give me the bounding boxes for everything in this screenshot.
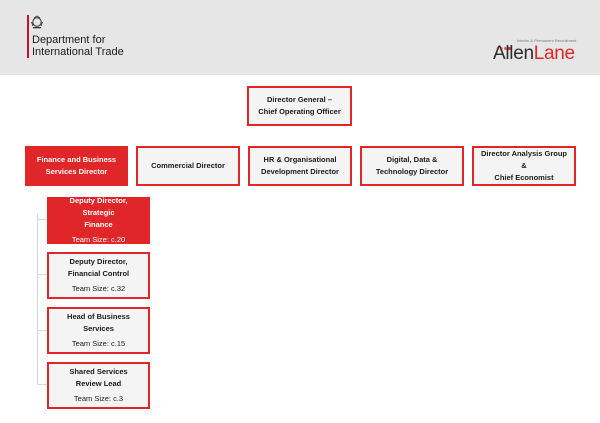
dit-logo-rule: [27, 15, 29, 58]
dit-logo-text: [32, 34, 124, 58]
page-header: [0, 0, 600, 75]
org-box-title-line1: Finance and Business: [36, 155, 117, 164]
connector-branch-4: [37, 384, 47, 385]
org-box-title-line1: Digital, Data &: [386, 155, 438, 164]
org-box-head-of-business-services: [47, 307, 150, 354]
org-box-title-line1: Director Analysis Group &: [481, 149, 567, 170]
org-box-title-line2: Development Director: [261, 167, 339, 176]
royal-crest-icon: [30, 15, 44, 29]
connector-branch-2: [37, 274, 47, 275]
allen-lane-tagline: Interim & Permanent Recruitment: [517, 38, 577, 43]
dit-name-line2: International Trade: [32, 46, 124, 58]
org-box-title-line2: Services Director: [45, 167, 108, 176]
org-box-title-line2: Technology Director: [375, 167, 449, 176]
org-box-commercial-director: [136, 146, 240, 186]
org-box-deputy-director-strategic-finance: [47, 197, 150, 244]
org-box-digital-data-technology-director: [360, 146, 464, 186]
connector-branch-1: [37, 219, 47, 220]
org-box-title-line1: Deputy Director,: [69, 257, 128, 266]
org-box-team-size: Team Size: c.20: [71, 235, 126, 244]
org-box-title-line1: Commercial Director: [151, 161, 225, 170]
org-box-title-line1: Head of Business: [67, 312, 130, 321]
org-box-title-line1: Director General –: [266, 95, 333, 104]
org-box-finance-business-services-director: [25, 146, 128, 186]
org-box-title-line1: HR & Organisational: [263, 155, 337, 164]
org-box-title-line2: Chief Economist: [494, 173, 554, 182]
connector-vertical-left: [37, 214, 38, 384]
org-box-title-line2: Financial Control: [67, 269, 130, 278]
org-box-title-line2: Review Lead: [75, 379, 122, 388]
org-box-deputy-director-financial-control: [47, 252, 150, 299]
org-box-director-general: [247, 86, 352, 126]
org-box-shared-services-review-lead: [47, 362, 150, 409]
org-box-team-size: Team Size: c.32: [71, 284, 126, 293]
allen-lane-logo-allen: Allen: [493, 43, 534, 64]
org-box-director-analysis-chief-economist: [472, 146, 576, 186]
dit-name-line1: Department for: [32, 34, 106, 46]
org-box-title-line1: Shared Services: [69, 367, 128, 376]
allen-lane-logo-lane: Lane: [533, 43, 575, 64]
allen-lane-logo: [493, 43, 575, 65]
org-box-title-line2: Finance: [84, 220, 113, 229]
org-box-team-size: Team Size: c.15: [71, 339, 126, 348]
org-box-title-line2: Chief Operating Officer: [258, 107, 341, 116]
connector-branch-3: [37, 330, 47, 331]
org-box-team-size: Team Size: c.3: [73, 394, 124, 403]
org-box-title-line2: Services: [83, 324, 114, 333]
org-box-title-line1: Deputy Director, Strategic: [69, 196, 128, 217]
org-box-hr-od-director: [248, 146, 352, 186]
